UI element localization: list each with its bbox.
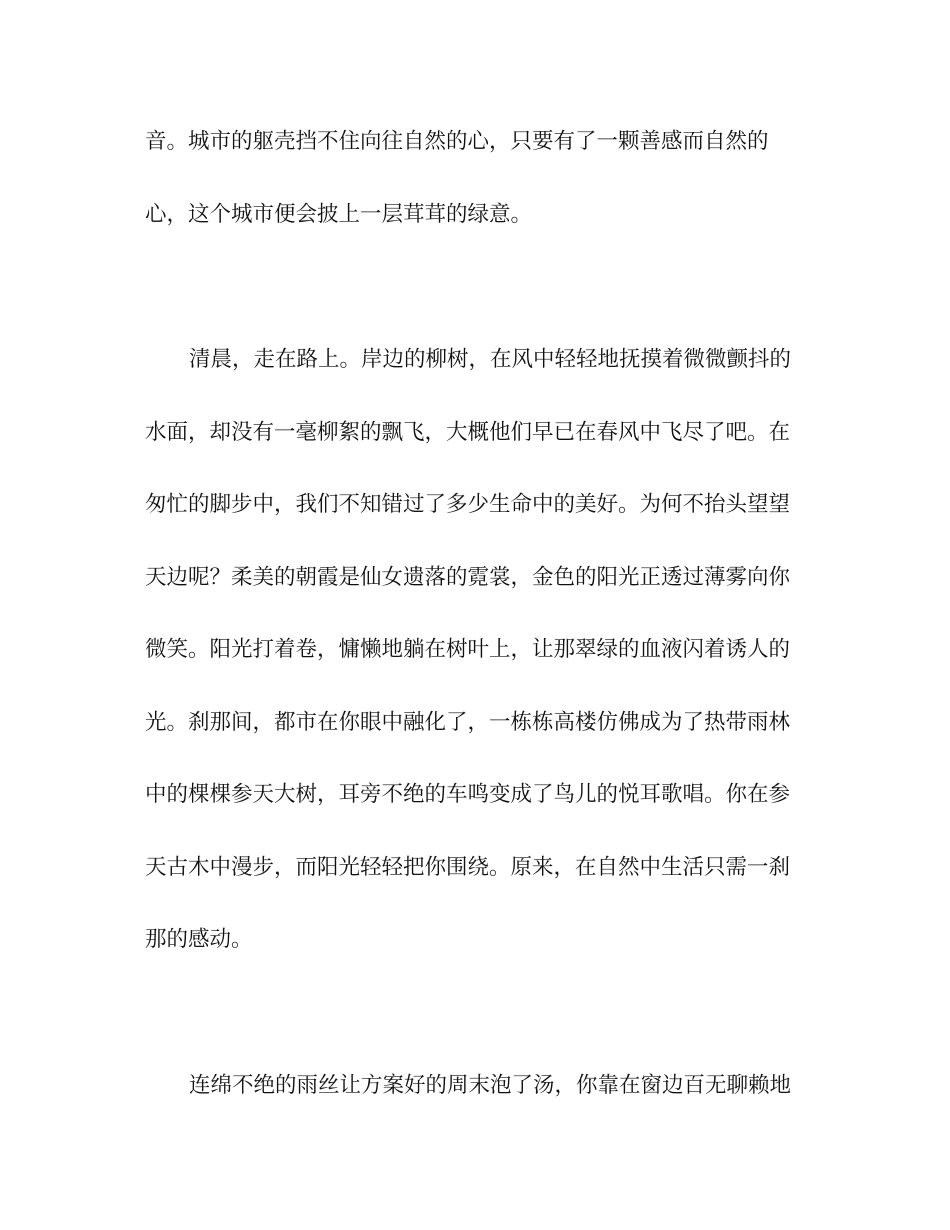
text-line: 天古木中漫步，而阳光轻轻把你围绕。原来，在自然中生活只需一刹 [145, 855, 791, 880]
text-line: 光。刹那间，都市在你眼中融化了，一栋栋高楼仿佛成为了热带雨林 [145, 710, 791, 735]
text-line: 匆忙的脚步中，我们不知错过了多少生命中的美好。为何不抬头望望 [145, 492, 791, 517]
text-line: 天边呢？柔美的朝霞是仙女遗落的霓裳，金色的阳光正透过薄雾向你 [145, 565, 791, 590]
text-line: 微笑。阳光打着卷，慵懒地躺在树叶上，让那翠绿的血液闪着诱人的 [145, 637, 791, 662]
text-line: 水面，却没有一毫柳絮的飘飞，大概他们早已在春风中飞尽了吧。在 [145, 420, 791, 445]
text-line: 清晨，走在路上。岸边的柳树，在风中轻轻地抚摸着微微颤抖的 [189, 347, 792, 372]
text-line: 那的感动。 [145, 927, 253, 952]
text-line: 连绵不绝的雨丝让方案好的周末泡了汤，你靠在窗边百无聊赖地 [189, 1073, 792, 1098]
text-line: 音。城市的躯壳挡不住向往自然的心，只要有了一颗善感而自然的 [145, 129, 769, 154]
text-line: 中的棵棵参天大树，耳旁不绝的车鸣变成了鸟儿的悦耳歌唱。你在参 [145, 782, 791, 807]
text-line: 心，这个城市便会披上一层茸茸的绿意。 [145, 202, 533, 227]
